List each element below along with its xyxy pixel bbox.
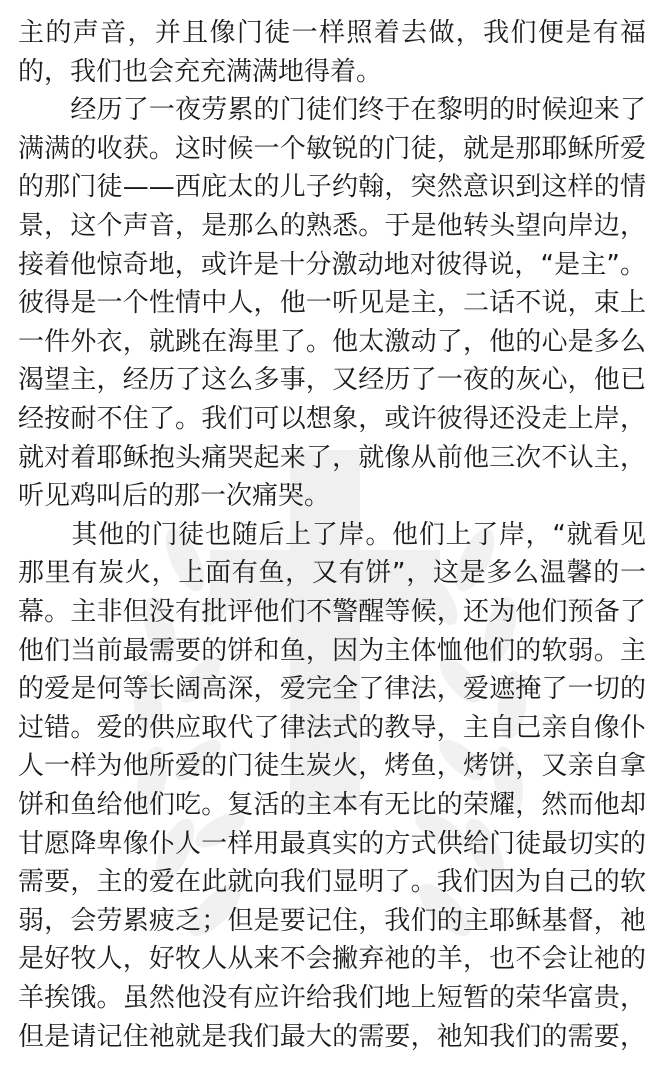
- text-line: 过错。爱的供应取代了律法式的教导，主自己亲自像仆: [18, 712, 646, 743]
- text-line: 听见鸡叫后的那一次痛哭。: [18, 481, 331, 512]
- text-line: 的那门徒——西庇太的儿子约翰，突然意识到这样的情: [18, 172, 646, 203]
- text-line: 需要，主的爱在此就向我们显明了。我们因为自己的软: [18, 867, 646, 898]
- text-line: 就对着耶稣抱头痛哭起来了，就像从前他三次不认主，: [18, 442, 646, 473]
- text-line: 渴望主，经历了这么多事，又经历了一夜的灰心，他已: [18, 365, 646, 396]
- text-line: 满满的收获。这时候一个敏锐的门徒，就是那耶稣所爱: [18, 133, 646, 164]
- text-line: 那里有炭火，上面有鱼，又有饼”，这是多么温馨的一: [18, 558, 646, 589]
- text-line: 人一样为他所爱的门徒生炭火，烤鱼，烤饼，又亲自拿: [18, 751, 646, 782]
- text-line: 的，我们也会充充满满地得着。: [18, 56, 383, 87]
- text-line: 弱，会劳累疲乏；但是要记住，我们的主耶稣基督，祂: [18, 905, 646, 936]
- text-line: 羊挨饿。虽然他没有应许给我们地上短暂的荣华富贵，: [18, 983, 646, 1013]
- text-line: 彼得是一个性情中人，他一听见是主，二话不说，束上: [18, 288, 646, 319]
- text-line: 一件外衣，就跳在海里了。他太激动了，他的心是多么: [18, 326, 646, 357]
- text-line: 经按耐不住了。我们可以想象，或许彼得还没走上岸，: [18, 404, 646, 434]
- text-line: 主的声音，并且像门徒一样照着去做，我们便是有福: [18, 18, 646, 48]
- text-line: 他们当前最需要的饼和鱼，因为主体恤他们的软弱。主: [18, 635, 646, 666]
- text-line: 饼和鱼给他们吃。复活的主本有无比的荣耀，然而他却: [18, 790, 646, 820]
- text-line: 但是请记住祂就是我们最大的需要，祂知我们的需要，: [18, 1021, 646, 1052]
- text-line: 幕。主非但没有批评他们不警醒等候，还为他们预备了: [18, 597, 646, 627]
- text-line: 其他的门徒也随后上了岸。他们上了岸，“就看见: [18, 519, 646, 550]
- text-line: 是好牧人，好牧人从来不会撇弃祂的羊，也不会让祂的: [18, 944, 646, 975]
- text-line: 甘愿降卑像仆人一样用最真实的方式供给门徒最切实的: [18, 828, 646, 859]
- text-line: 景，这个声音，是那么的熟悉。于是他转头望向岸边，: [18, 211, 646, 241]
- text-line: 经历了一夜劳累的门徒们终于在黎明的时候迎来了: [18, 95, 646, 126]
- text-line: 接着他惊奇地，或许是十分激动地对彼得说，“是主”。: [18, 249, 646, 280]
- text-line: 的爱是何等长阔高深，爱完全了律法，爱遮掩了一切的: [18, 674, 646, 705]
